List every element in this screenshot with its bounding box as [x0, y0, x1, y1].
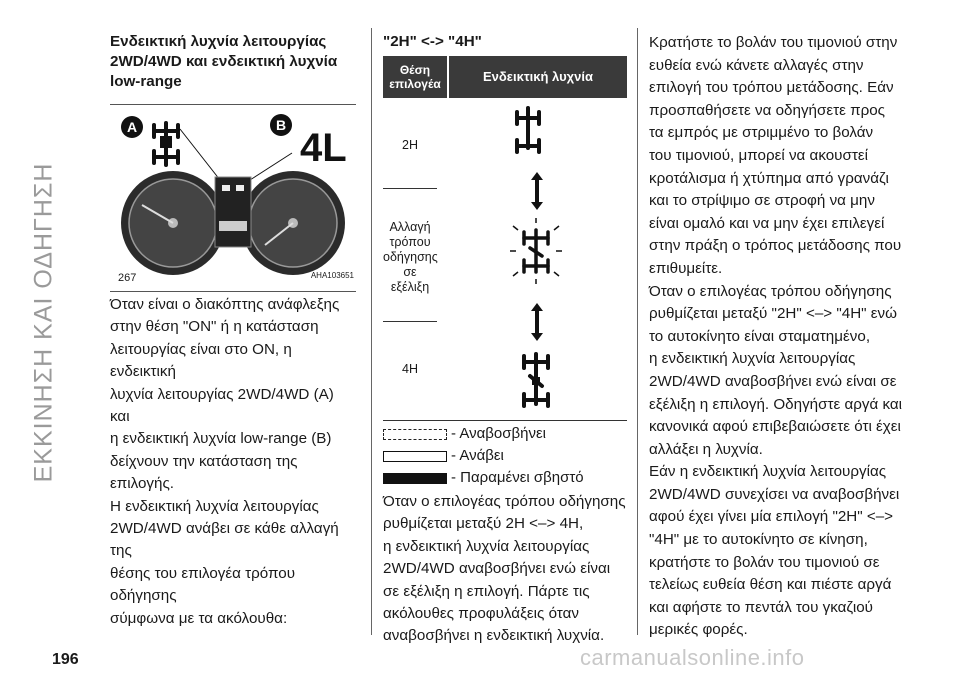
- callout-b-label: B: [275, 117, 287, 133]
- figure-number: 267: [118, 271, 137, 284]
- low-range-4l-indicator: 4L: [300, 126, 347, 170]
- text-line: είναι ομαλό και να μην έχει επιλεγεί: [649, 214, 885, 232]
- instrument-cluster-figure: [110, 104, 356, 292]
- text-line: η ενδεικτική λυχνία λειτουργίας: [383, 537, 590, 555]
- column-divider: [371, 28, 372, 635]
- page-number: 196: [52, 651, 79, 668]
- legend-swatch-dashed: [383, 429, 447, 440]
- section-side-title: [26, 30, 62, 615]
- description-paragraph: [383, 491, 627, 648]
- instrument-cluster-illustration: [110, 105, 356, 291]
- text-line: σύμφωνα με τα ακόλουθα:: [110, 609, 288, 627]
- text-line: Η ενδεικτική λυχνία λειτουργίας: [110, 497, 319, 515]
- section-side-title-text: ΕΚΚΙΝΗΣΗ ΚΑΙ ΟΔΗΓΗΣΗ: [29, 162, 58, 483]
- text-line: 2WD/4WD συνεχίσει να αναβοσβήνει: [649, 485, 900, 503]
- text-line: δείχνουν την κατάσταση της επιλογής.: [110, 452, 298, 493]
- text-line: Όταν ο επιλογέας τρόπου οδήγησης: [649, 282, 892, 300]
- text-line: Όταν είναι ο διακόπτης ανάφλεξης: [110, 296, 340, 313]
- text-line: κανονικά αφού επιβεβαιώσετε ότι έχει: [649, 418, 901, 436]
- speedometer-gauge: [121, 171, 225, 275]
- text-line: Κρατήστε το βολάν του τιμονιού στην: [649, 34, 898, 51]
- text-line: ρυθμίζεται μεταξύ "2H" <–> "4H" ενώ: [649, 305, 898, 323]
- column-1: [110, 32, 356, 630]
- row-change-line: οδήγησης: [383, 250, 438, 264]
- legend-swatch-solid: [383, 473, 447, 484]
- text-line: αναβοσβήνει η ενδεικτική λυχνία.: [383, 627, 605, 645]
- footer-watermark: carmanualsonline.info: [580, 645, 805, 670]
- text-line: του τιμονιού, μπορεί να ακουστεί: [649, 146, 869, 164]
- header-line: επιλογέα: [389, 77, 441, 91]
- header-line: Θέση: [399, 63, 431, 77]
- text-line: "4H" με το αυτοκίνητο σε κίνηση,: [649, 531, 868, 549]
- row-change-line: Αλλαγή: [389, 220, 431, 234]
- text-line: κρατήστε το βολάν του τιμονιού σε: [649, 553, 880, 571]
- text-line: λυχνία λειτουργίας 2WD/4WD (A) και: [110, 385, 334, 426]
- text-line: η ενδεικτική λυχνία λειτουργίας: [649, 350, 856, 368]
- text-line: αφού έχει γίνει μία επιλογή "2H" <–>: [649, 508, 894, 526]
- text-line: 2WD/4WD αναβοσβήνει ενώ είναι σε: [649, 372, 897, 390]
- double-arrow-icon: [530, 303, 544, 341]
- legend-row-on: [383, 445, 627, 467]
- legend-row-flashing: [383, 423, 627, 445]
- flashing-4wd-icon: [510, 218, 562, 284]
- table-header-position: [383, 56, 447, 98]
- section-heading: [110, 32, 356, 92]
- column-2: [383, 32, 627, 648]
- row-2h-label: 2H: [402, 138, 418, 152]
- heading-line: Ενδεικτική λυχνία λειτουργίας: [110, 33, 327, 50]
- legend-text: - Αναβοσβήνει: [451, 424, 546, 442]
- text-line: 2WD/4WD ανάβει σε κάθε αλλαγή της: [110, 520, 339, 560]
- text-line: στην θέση "ON" ή η κατάσταση: [110, 318, 319, 336]
- row-change-label: [383, 220, 437, 295]
- text-line: εξέλιξη η επιλογή. Οδηγήστε αργά και: [649, 395, 903, 413]
- table-header-indicator: Ενδεικτική λυχνία: [449, 56, 627, 98]
- row-separator: [383, 321, 437, 322]
- text-line: προσπαθήσετε να οδηγήσετε προς: [649, 101, 886, 119]
- text-line: τελείως ευθεία θέση και πιέστε αργά: [649, 576, 892, 594]
- legend-row-off: [383, 467, 627, 489]
- text-line: στην πράξη ο τρόπος μετάδοσης που: [649, 237, 902, 255]
- text-line: και το στρίψιμο σε στροφή να μην: [649, 192, 875, 210]
- double-arrow-icon: [530, 172, 544, 210]
- text-line: Όταν ο επιλογέας τρόπου οδήγησης: [383, 493, 626, 510]
- text-line: μερικές φορές.: [649, 621, 748, 639]
- 4wd-icon: [518, 350, 554, 412]
- legend-text: - Ανάβει: [451, 446, 504, 464]
- text-line: κροτάλισμα ή χτύπημα από γρανάζι: [649, 169, 889, 187]
- indicator-table-body: [383, 98, 627, 420]
- heading-line: 2WD/4WD και ενδεικτική λυχνία: [110, 53, 338, 70]
- text-line: θέσης του επιλογέα τρόπου οδήγησης: [110, 564, 296, 605]
- column-3: [649, 32, 919, 642]
- heading-line: low-range: [110, 73, 182, 90]
- text-line: τα εμπρός με στριμμένο το βολάν: [649, 124, 874, 142]
- row-4h-label: 4H: [402, 362, 418, 376]
- table-header: [383, 56, 627, 98]
- center-display: [215, 177, 251, 247]
- text-line: και αφήστε το πεντάλ του γκαζιού: [649, 598, 873, 616]
- row-change-line: εξέλιξη: [390, 280, 430, 294]
- drive-mode-icon: [154, 123, 178, 165]
- legend: [383, 423, 627, 489]
- table-bottom-rule: [383, 420, 627, 421]
- row-change-line: σε: [403, 265, 417, 279]
- text-line: λειτουργίας είναι στο ON, η ενδεικτική: [110, 340, 292, 381]
- text-line: ευθεία ενώ κάνετε αλλαγές στην: [649, 56, 864, 74]
- text-line: ρυθμίζεται μεταξύ 2H <–> 4H,: [383, 515, 584, 533]
- text-line: σε εξέλιξη η επιλογή. Πάρτε τις: [383, 582, 590, 600]
- 2wd-icon: [511, 104, 545, 158]
- figure-code: AHA103651: [310, 270, 354, 280]
- row-separator: [383, 188, 437, 189]
- text-line: ακόλουθες προφυλάξεις όταν: [383, 605, 579, 623]
- description-paragraph: [110, 294, 356, 630]
- tachometer-gauge: [241, 171, 345, 275]
- text-line: Εάν η ενδεικτική λυχνία λειτουργίας: [649, 463, 887, 481]
- text-line: επιλογή του τρόπου μετάδοσης. Εάν: [649, 79, 894, 97]
- table-heading: "2H" <-> "4H": [383, 33, 482, 50]
- text-line: αλλάξει η λυχνία.: [649, 440, 763, 458]
- legend-swatch-outline: [383, 451, 447, 462]
- text-line: η ενδεικτική λυχνία low-range (B): [110, 430, 332, 448]
- text-line: επιθυμείτε.: [649, 259, 723, 277]
- legend-text: - Παραμένει σβηστό: [451, 468, 584, 486]
- text-line: το αυτοκίνητο είναι σταματημένο,: [649, 327, 871, 345]
- column-divider: [637, 28, 638, 635]
- text-line: 2WD/4WD αναβοσβήνει ενώ είναι: [383, 560, 611, 578]
- row-change-line: τρόπου: [389, 235, 431, 249]
- callout-a-label: A: [126, 119, 138, 135]
